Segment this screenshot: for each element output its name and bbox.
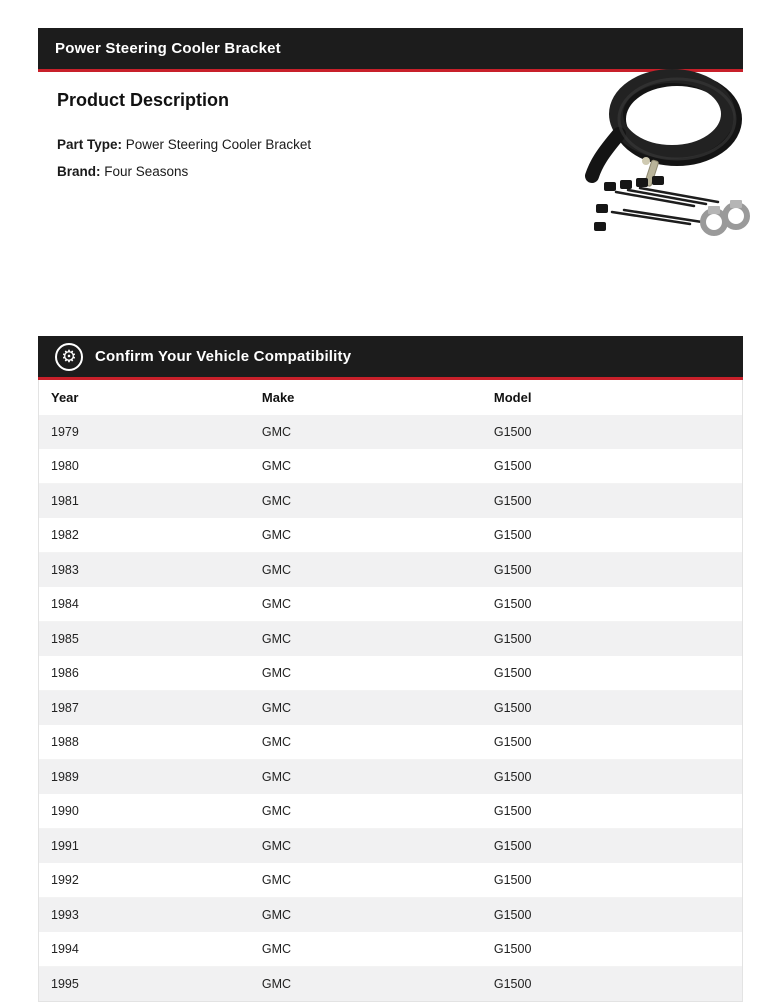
- cell-model: G1500: [482, 553, 742, 588]
- cell-make: GMC: [250, 518, 482, 553]
- column-header-year: Year: [39, 380, 250, 415]
- compatibility-table: [39, 380, 742, 1001]
- table-header-row: [39, 380, 742, 415]
- compatibility-table-section: [38, 380, 743, 1002]
- table-row: [39, 932, 742, 967]
- compatibility-rows: [39, 415, 742, 1001]
- cell-year: 1988: [39, 725, 250, 760]
- cell-year: 1985: [39, 622, 250, 657]
- cell-model: G1500: [482, 725, 742, 760]
- cell-make: GMC: [250, 725, 482, 760]
- cell-make: GMC: [250, 760, 482, 795]
- table-row: [39, 760, 742, 795]
- compatibility-title-bar: [38, 336, 743, 380]
- brand-label: Brand:: [57, 163, 101, 179]
- cell-year: 1979: [39, 415, 250, 449]
- cell-model: G1500: [482, 932, 742, 967]
- cell-make: GMC: [250, 656, 482, 691]
- cell-model: G1500: [482, 691, 742, 726]
- cell-make: GMC: [250, 484, 482, 519]
- cell-year: 1990: [39, 794, 250, 829]
- cell-make: GMC: [250, 587, 482, 622]
- cell-model: G1500: [482, 622, 742, 657]
- table-row: [39, 967, 742, 1002]
- column-header-model: Model: [482, 380, 742, 415]
- cell-year: 1992: [39, 863, 250, 898]
- cell-make: GMC: [250, 415, 482, 449]
- brand-value: Four Seasons: [104, 163, 189, 179]
- cell-make: GMC: [250, 622, 482, 657]
- product-description-heading: Product Description: [57, 90, 230, 110]
- table-row: [39, 553, 742, 588]
- cell-model: G1500: [482, 829, 742, 864]
- cell-year: 1981: [39, 484, 250, 519]
- table-row: [39, 415, 742, 449]
- cell-make: GMC: [250, 691, 482, 726]
- cell-year: 1984: [39, 587, 250, 622]
- cell-make: GMC: [250, 553, 482, 588]
- cell-make: GMC: [250, 794, 482, 829]
- cell-year: 1994: [39, 932, 250, 967]
- cell-model: G1500: [482, 794, 742, 829]
- column-header-make: Make: [250, 380, 482, 415]
- cell-model: G1500: [482, 587, 742, 622]
- cell-year: 1993: [39, 898, 250, 933]
- table-row: [39, 622, 742, 657]
- cell-year: 1995: [39, 967, 250, 1002]
- table-row: [39, 829, 742, 864]
- table-row: [39, 863, 742, 898]
- cell-year: 1986: [39, 656, 250, 691]
- table-row: [39, 725, 742, 760]
- cell-year: 1982: [39, 518, 250, 553]
- cell-model: G1500: [482, 518, 742, 553]
- product-image: [582, 64, 757, 249]
- part-type-value: Power Steering Cooler Bracket: [125, 137, 312, 152]
- cell-year: 1987: [39, 691, 250, 726]
- cell-model: G1500: [482, 863, 742, 898]
- page-title: Power Steering Cooler Bracket: [55, 40, 281, 57]
- cell-year: 1989: [39, 760, 250, 795]
- part-type-label: Part Type:: [57, 137, 123, 152]
- cell-make: GMC: [250, 863, 482, 898]
- table-row: [39, 898, 742, 933]
- table-row: [39, 794, 742, 829]
- cell-model: G1500: [482, 656, 742, 691]
- cell-make: GMC: [250, 449, 482, 484]
- table-row: [39, 449, 742, 484]
- cell-make: GMC: [250, 932, 482, 967]
- table-row: [39, 691, 742, 726]
- cell-model: G1500: [482, 760, 742, 795]
- cell-model: G1500: [482, 449, 742, 484]
- cell-model: G1500: [482, 415, 742, 449]
- cell-year: 1991: [39, 829, 250, 864]
- product-description-section: [38, 72, 743, 302]
- cell-make: GMC: [250, 898, 482, 933]
- cell-make: GMC: [250, 967, 482, 1002]
- table-row: [39, 587, 742, 622]
- table-row: [39, 656, 742, 691]
- cell-make: GMC: [250, 829, 482, 864]
- compatibility-title: Confirm Your Vehicle Compatibility: [95, 348, 352, 365]
- cell-year: 1980: [39, 449, 250, 484]
- gear-icon: ⚙: [55, 343, 83, 371]
- cell-year: 1983: [39, 553, 250, 588]
- cell-model: G1500: [482, 898, 742, 933]
- table-row: [39, 484, 742, 519]
- cell-model: G1500: [482, 484, 742, 519]
- cell-model: G1500: [482, 967, 742, 1002]
- table-row: [39, 518, 742, 553]
